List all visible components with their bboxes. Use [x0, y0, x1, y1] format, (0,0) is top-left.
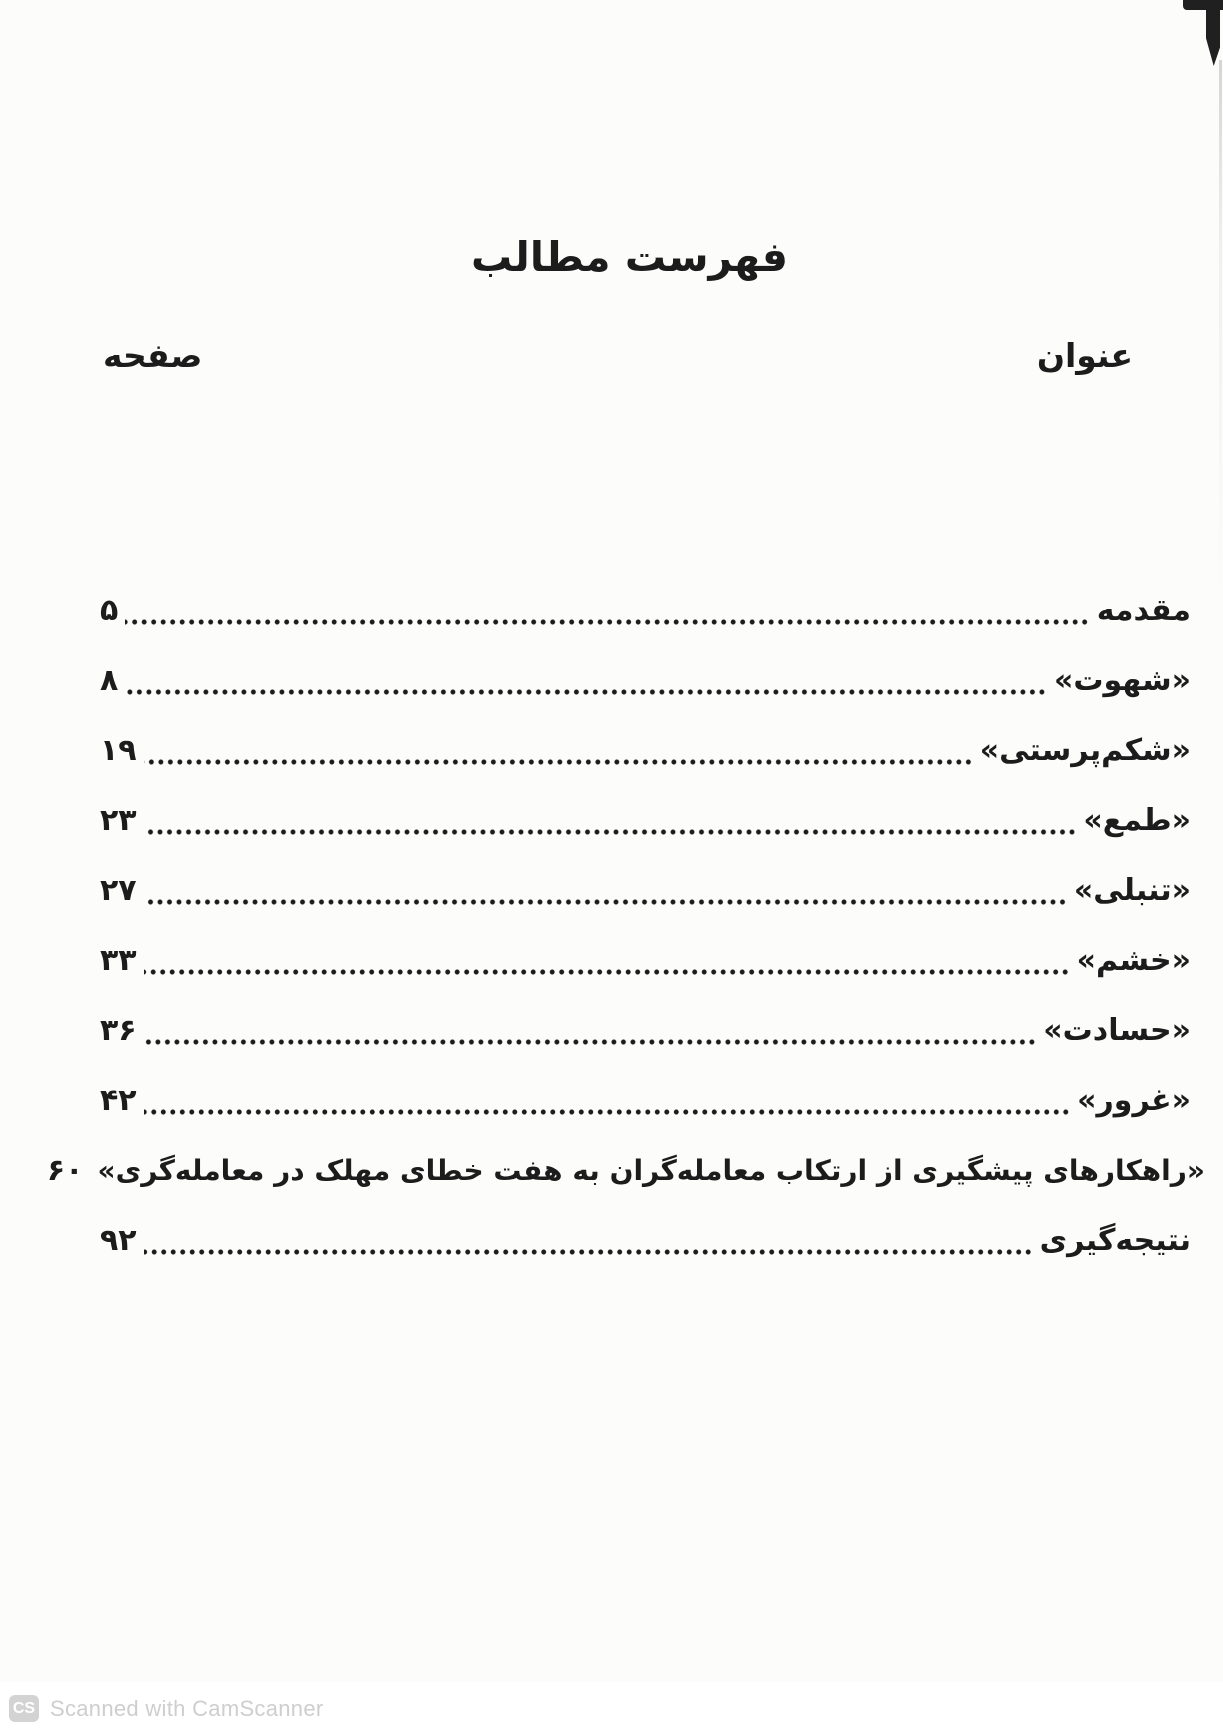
entry-page-number: ۲۳: [100, 802, 137, 838]
table-of-contents: [46, 575, 1205, 1275]
entry-title: «حسادت»: [1043, 1012, 1191, 1048]
toc-entry: [100, 1065, 1191, 1135]
entry-title: «تنبلی»: [1073, 872, 1191, 908]
entry-title: «شهوت»: [1053, 662, 1191, 698]
toc-column-headers: [103, 336, 1133, 375]
entry-page-number: ۳۳: [100, 942, 137, 978]
watermark-text: Scanned with CamScanner: [50, 1695, 324, 1721]
entry-page-number: ۵: [100, 592, 119, 628]
toc-entry: [100, 855, 1191, 925]
entry-page-number: ۲۷: [100, 872, 137, 908]
entry-title: «غرور»: [1077, 1082, 1191, 1118]
entry-page-number: ۱۹: [100, 732, 137, 768]
entry-page-number: ۹۲: [100, 1222, 137, 1258]
dot-leader: [144, 785, 1077, 855]
toc-entry: [100, 995, 1191, 1065]
entry-title: «خشم»: [1076, 942, 1191, 978]
entry-page-number: ۳۶: [100, 1012, 137, 1048]
entry-page-number: ۸: [100, 662, 119, 698]
dot-leader: [144, 1065, 1071, 1135]
dot-leader: [125, 645, 1047, 715]
dot-leader: [144, 715, 973, 785]
entry-page-number: ۶۰: [46, 1152, 84, 1188]
toc-entry: [100, 785, 1191, 855]
column-header-title: عنوان: [1036, 336, 1133, 375]
toc-entry: [100, 925, 1191, 995]
camscanner-watermark: [9, 1695, 324, 1722]
dot-leader: [144, 995, 1037, 1065]
dot-leader: [125, 575, 1089, 645]
entry-title: نتیجه‌گیری: [1039, 1222, 1191, 1258]
entry-title: «طمع»: [1083, 802, 1191, 838]
toc-entry: [100, 1205, 1191, 1275]
column-header-page: صفحه: [103, 336, 203, 375]
toc-entry: [100, 715, 1191, 785]
page-title: فهرست مطالب: [471, 233, 788, 281]
toc-entry: [46, 1135, 1205, 1205]
scan-corner-artifact-bar: [1206, 0, 1220, 66]
scan-edge-shadow: [1219, 60, 1222, 600]
toc-entry: [100, 575, 1191, 645]
entry-title: «راهکارهای پیشگیری از ارتکاب معامله‌گران به هفت خطای مهلک در معامله‌گری»: [97, 1153, 1205, 1187]
dot-leader: [144, 925, 1070, 995]
entry-title: مقدمه: [1096, 592, 1191, 628]
toc-entry: [100, 645, 1191, 715]
entry-page-number: ۴۲: [100, 1082, 137, 1118]
camscanner-cs-badge-icon: CS: [9, 1695, 39, 1722]
dot-leader: [144, 1205, 1033, 1275]
entry-title: «شکم‌پرستی»: [979, 732, 1191, 768]
dot-leader: [144, 855, 1067, 925]
